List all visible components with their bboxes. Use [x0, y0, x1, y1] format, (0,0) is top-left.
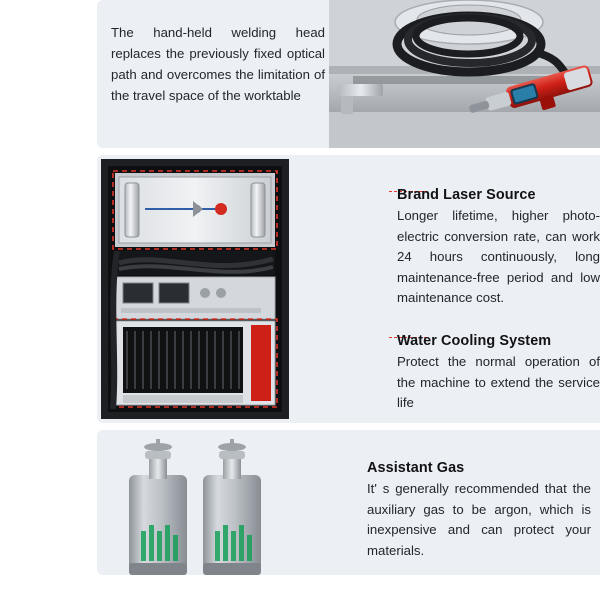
section-laser-cabinet [97, 155, 600, 423]
water-cooling-system-body: Protect the normal operation of the machine to extend the service life [397, 354, 600, 410]
section-welding-head [97, 0, 600, 148]
assistant-gas-title: Assistant Gas [367, 460, 465, 476]
water-cooling-system-title: Water Cooling System [397, 333, 552, 349]
block-water-cooling-system [397, 333, 600, 414]
gas-cylinders-photo [107, 435, 359, 575]
section-assistant-gas [97, 430, 600, 575]
welding-head-illustration [329, 0, 600, 148]
assistant-gas-body: It' s generally recommended that the auxiliary gas to be argon, which is inexpensive and can protect your materials. [367, 481, 591, 558]
gas-cylinders-illustration [107, 435, 359, 575]
cabinet-illustration [101, 159, 289, 419]
welding-head-description: The hand-held welding head replaces the previously fixed optical path and overcomes the limitation of the travel space of the worktable [111, 25, 325, 103]
welding-head-photo [329, 0, 600, 148]
block-assistant-gas [367, 460, 591, 561]
cabinet-photo [101, 159, 289, 419]
brand-laser-source-title: Brand Laser Source [397, 187, 536, 203]
block-brand-laser-source [397, 187, 600, 309]
brand-laser-source-body: Longer lifetime, higher photo-electric conversion rate, can work 24 hours continuously, long maintenance-free period and low maintenance cost. [397, 208, 600, 305]
